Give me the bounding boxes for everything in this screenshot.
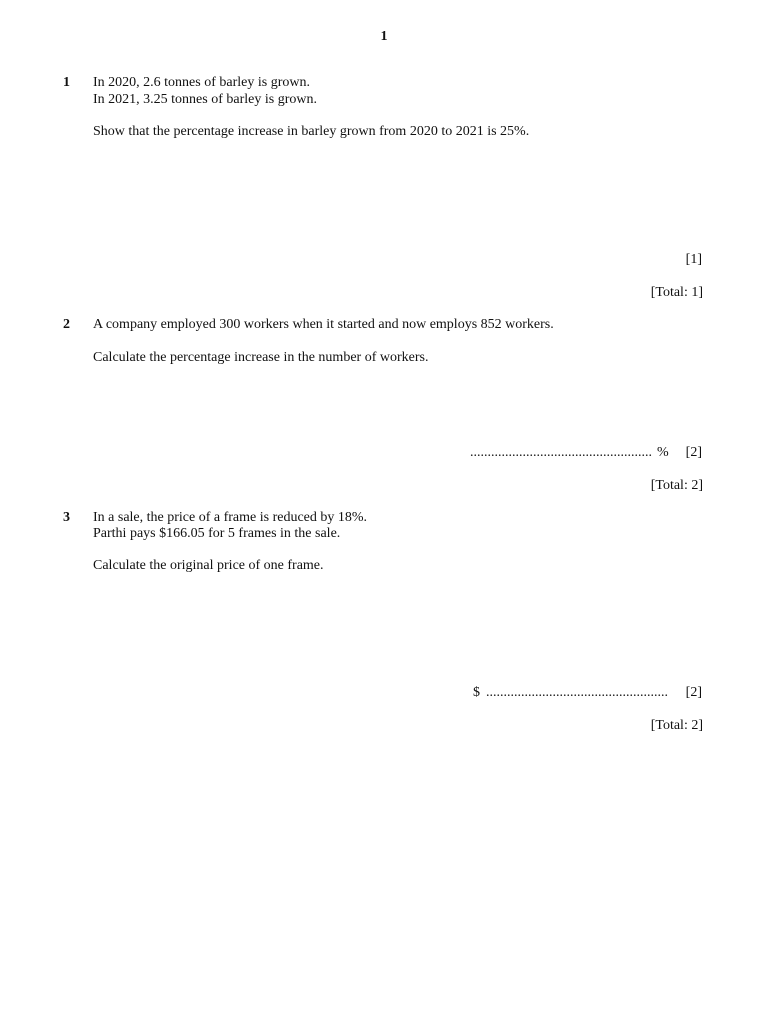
question-line: Parthi pays $166.05 for 5 frames in the sale. <box>93 526 341 541</box>
page-number: 1 <box>380 29 388 44</box>
answer-line[interactable]: .................................................... <box>470 445 652 460</box>
marks-label: [2] <box>685 445 702 460</box>
question-instruction: Calculate the original price of one frame. <box>93 558 324 573</box>
question-line: In a sale, the price of a frame is reduced by 18%. <box>93 510 368 525</box>
total-label: [Total: 1] <box>650 285 703 300</box>
marks-label: [2] <box>685 685 702 700</box>
answer-prefix: $ <box>473 685 480 700</box>
total-label: [Total: 2] <box>650 718 703 733</box>
question-line: In 2021, 3.25 tonnes of barley is grown. <box>93 92 317 107</box>
question-number: 1 <box>63 75 70 90</box>
answer-unit: % <box>657 445 669 460</box>
question-number: 3 <box>63 510 70 525</box>
answer-line[interactable]: .................................................... <box>486 685 668 700</box>
marks-label: [1] <box>685 252 702 267</box>
total-label: [Total: 2] <box>650 478 703 493</box>
question-instruction: Calculate the percentage increase in the number of workers. <box>93 350 429 365</box>
question-line: A company employed 300 workers when it started and now employs 852 workers. <box>93 317 554 332</box>
question-instruction: Show that the percentage increase in barley grown from 2020 to 2021 is 25%. <box>93 124 530 139</box>
question-number: 2 <box>63 317 70 332</box>
question-line: In 2020, 2.6 tonnes of barley is grown. <box>93 75 310 90</box>
